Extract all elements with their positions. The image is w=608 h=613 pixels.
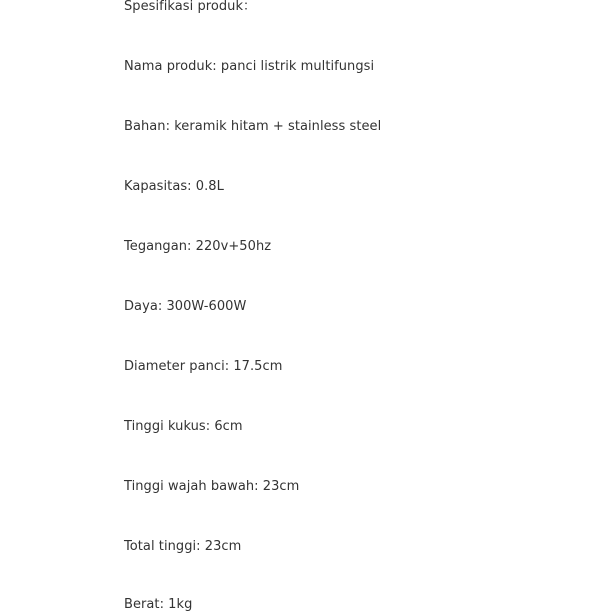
spec-product-name: Nama produk: panci listrik multifungsi <box>124 59 375 74</box>
spec-weight: Berat: 1kg <box>124 597 193 612</box>
spec-pot-diameter: Diameter panci: 17.5cm <box>124 359 283 374</box>
spec-voltage: Tegangan: 220v+50hz <box>124 239 272 254</box>
spec-capacity: Kapasitas: 0.8L <box>124 179 224 194</box>
spec-total-height: Total tinggi: 23cm <box>124 539 242 554</box>
spec-heading: Spesifikasi produk： <box>124 0 257 14</box>
spec-base-height: Tinggi wajah bawah: 23cm <box>124 479 300 494</box>
spec-material: Bahan: keramik hitam + stainless steel <box>124 119 382 134</box>
spec-power: Daya: 300W-600W <box>124 299 247 314</box>
spec-steamer-height: Tinggi kukus: 6cm <box>124 419 243 434</box>
